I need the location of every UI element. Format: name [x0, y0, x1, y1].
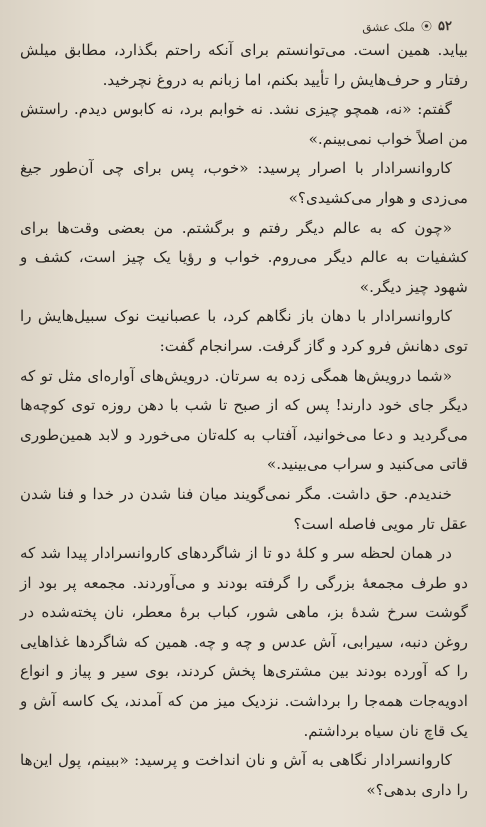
paragraph: کاروانسرادار با اصرار پرسید: «خوب، پس برای چی آن‌طور جیغ می‌زدی و هوار می‌کشیدی؟»	[20, 159, 468, 207]
book-title: ملک عشق	[362, 20, 416, 34]
page-number: ۵۲	[438, 19, 452, 34]
paragraph: گفتم: «نه، همچو چیزی نشد. نه خوابم برد، نه کابوس دیدم. راستش من اصلاً خواب نمی‌بینم.»	[20, 100, 468, 148]
paragraph: «چون که به عالم دیگر رفتم و برگشتم. من بعضی وقت‌ها برای کشفیات به عالم دیگر می‌روم. خواب و رؤیا یک چیز است، کشف و شهود چیز دیگر.»	[20, 218, 468, 296]
paragraph: کاروانسرادار نگاهی به آش و نان انداخت و پرسید: «ببینم، پول این‌ها را داری بدهی؟»	[20, 751, 468, 799]
paragraph: خندیدم. حق داشت. مگر نمی‌گویند میان فنا شدن در خدا و فنا شدن عقل تار مویی فاصله است؟	[20, 484, 468, 533]
paragraph: کاروانسرادار با دهان باز نگاهم کرد، با عصبانیت نوک سبیل‌هایش را توی دهانش فرو کرد و گاز گرفت. سرانجام گفت:	[20, 307, 468, 355]
running-header	[20, 0, 468, 34]
page-body	[20, 36, 468, 805]
paragraph: «شما درویش‌ها همگی زده به سرتان. درویش‌های آواره‌ای مثل تو که دیگر جای خود دارند! پس که از صبح تا شب با دهن روزه توی کوچه‌ها می‌گردید و دعا می‌خوانید، آفتاب به کله‌تان می‌خورد و لابد همین‌طوری قاتی می‌کنید و سراب می‌بینید.»	[20, 366, 468, 474]
paragraph: در همان لحظه سر و کلهٔ دو تا از شاگردهای کاروانسرادار پیدا شد که دو طرف مجمعهٔ بزرگی را گرفته بودند و می‌آوردند. مجمعه پر بود از گوشت سرخ شدهٔ بز، ماهی شور، کباب برهٔ معطر، نان پخته‌شده در روغن دنبه، سیرابی، آش عدس و چه و چه. همین که شاگردها غذاهایی را که آورده بودند بین مشتری‌ها پخش کردند، بوی سیر و پیاز و انواع ادویه‌جات همه‌جا را برداشت. نزدیک میز من که آمدند، یک کاسه آش و یک قاچ نان سیاه برداشتم.	[20, 544, 468, 740]
paragraph: بیاید. همین است. می‌توانستم برای آنکه راحتم بگذارد، مطابق میلش رفتار و حرف‌هایش را تأیید بکنم، اما زبانم به دروغ نچرخید.	[20, 41, 468, 89]
ornament-icon: ⦿	[421, 20, 433, 33]
